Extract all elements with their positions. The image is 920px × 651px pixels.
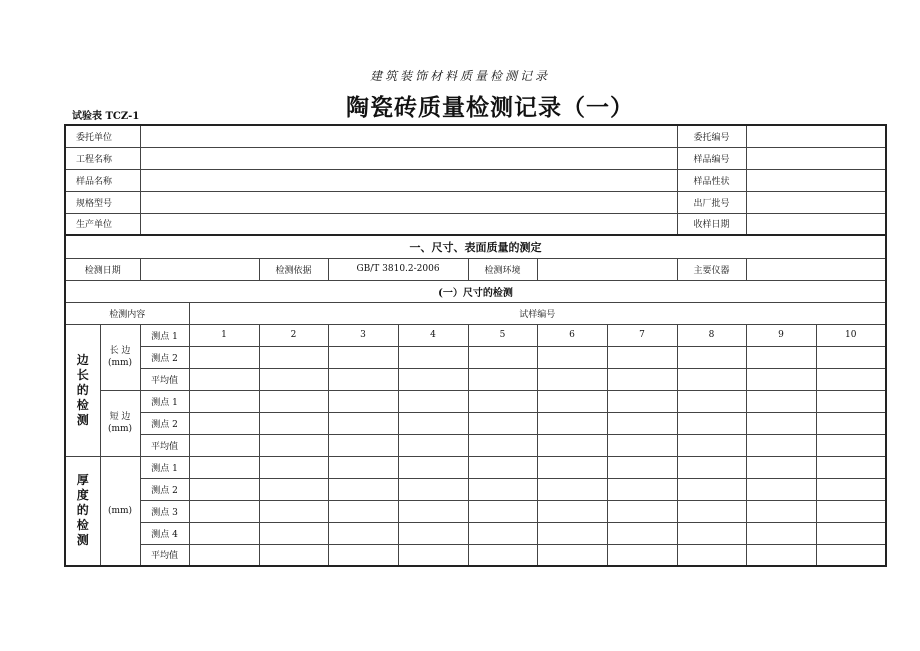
data-cell[interactable]	[259, 456, 328, 478]
data-cell[interactable]	[607, 544, 677, 566]
data-cell[interactable]	[816, 346, 886, 368]
data-cell[interactable]	[746, 456, 816, 478]
data-cell[interactable]	[607, 500, 677, 522]
edge-group-label: 边长的检测	[65, 324, 100, 456]
label-client-unit: 委托单位	[65, 125, 140, 147]
data-cell[interactable]	[259, 412, 328, 434]
data-cell[interactable]	[398, 522, 468, 544]
data-cell[interactable]	[816, 522, 886, 544]
field-manufacturer[interactable]	[140, 213, 677, 235]
data-cell[interactable]	[189, 522, 259, 544]
data-cell[interactable]	[816, 478, 886, 500]
subsection-title-row	[65, 280, 886, 302]
row-label: 测点 2	[140, 478, 189, 500]
data-cell[interactable]	[746, 544, 816, 566]
specimen-no: 7	[607, 324, 677, 346]
label-client-no: 委托编号	[677, 125, 746, 147]
data-cell[interactable]	[328, 434, 398, 456]
data-cell[interactable]	[537, 368, 607, 390]
label-environment: 检测环境	[468, 258, 537, 280]
data-cell[interactable]	[746, 522, 816, 544]
long-edge-unit: (mm)	[107, 358, 133, 368]
data-cell[interactable]	[259, 434, 328, 456]
data-cell[interactable]	[189, 412, 259, 434]
table-row	[65, 544, 886, 566]
specimen-no: 8	[677, 324, 746, 346]
data-cell[interactable]	[537, 346, 607, 368]
data-cell[interactable]	[189, 478, 259, 500]
info-row-sample	[65, 169, 886, 191]
row-label: 测点 3	[140, 500, 189, 522]
table-row	[65, 434, 886, 456]
data-cell[interactable]	[607, 368, 677, 390]
data-cell[interactable]	[677, 478, 746, 500]
specimen-no: 3	[328, 324, 398, 346]
data-cell[interactable]	[259, 346, 328, 368]
field-sample-property[interactable]	[746, 169, 886, 191]
data-cell[interactable]	[259, 390, 328, 412]
data-cell[interactable]	[398, 456, 468, 478]
data-cell[interactable]	[189, 346, 259, 368]
field-instrument[interactable]	[746, 258, 886, 280]
data-cell[interactable]	[537, 390, 607, 412]
row-label: 测点 1	[140, 390, 189, 412]
data-cell[interactable]	[328, 456, 398, 478]
data-cell[interactable]	[468, 456, 537, 478]
label-test-content: 检测内容	[65, 302, 189, 324]
data-cell[interactable]	[189, 390, 259, 412]
info-row-manufacturer	[65, 213, 886, 235]
thickness-group-label: 厚度的检测	[65, 456, 100, 566]
table-row	[65, 456, 886, 478]
section-title-row	[65, 235, 886, 258]
specimen-no: 6	[537, 324, 607, 346]
data-cell[interactable]	[816, 544, 886, 566]
data-cell[interactable]	[328, 500, 398, 522]
data-cell[interactable]	[816, 412, 886, 434]
data-cell[interactable]	[746, 346, 816, 368]
data-cell[interactable]	[537, 500, 607, 522]
data-cell[interactable]	[746, 500, 816, 522]
label-specimen-no: 试样编号	[189, 302, 886, 324]
field-receive-date[interactable]	[746, 213, 886, 235]
specimen-no: 10	[816, 324, 886, 346]
row-label: 平均值	[140, 544, 189, 566]
data-cell[interactable]	[607, 390, 677, 412]
data-cell[interactable]	[468, 390, 537, 412]
data-cell[interactable]	[398, 390, 468, 412]
data-cell[interactable]	[816, 500, 886, 522]
data-cell[interactable]	[259, 522, 328, 544]
data-cell[interactable]	[746, 434, 816, 456]
table-row	[65, 522, 886, 544]
data-cell[interactable]	[328, 522, 398, 544]
data-cell[interactable]	[468, 500, 537, 522]
data-cell[interactable]	[607, 522, 677, 544]
data-cell[interactable]	[328, 390, 398, 412]
data-cell[interactable]	[537, 456, 607, 478]
long-edge-label	[100, 324, 140, 390]
data-cell[interactable]	[607, 346, 677, 368]
data-cell[interactable]	[537, 412, 607, 434]
data-cell[interactable]	[328, 368, 398, 390]
data-cell[interactable]	[537, 544, 607, 566]
data-cell[interactable]	[677, 390, 746, 412]
field-spec-model[interactable]	[140, 191, 677, 213]
field-project-name[interactable]	[140, 147, 677, 169]
info-row-client	[65, 125, 886, 147]
data-cell[interactable]	[189, 544, 259, 566]
test-conditions-row	[65, 258, 886, 280]
data-cell[interactable]	[259, 500, 328, 522]
data-cell[interactable]	[189, 456, 259, 478]
table-row	[65, 324, 886, 346]
field-client-no[interactable]	[746, 125, 886, 147]
data-cell[interactable]	[468, 478, 537, 500]
subsection-title: (一）尺寸的检测	[65, 280, 886, 302]
data-cell[interactable]	[746, 412, 816, 434]
table-row	[65, 390, 886, 412]
data-cell[interactable]	[468, 434, 537, 456]
data-cell[interactable]	[677, 412, 746, 434]
record-table	[64, 124, 887, 567]
data-cell[interactable]	[677, 434, 746, 456]
specimen-no: 5	[468, 324, 537, 346]
field-sample-no[interactable]	[746, 147, 886, 169]
data-cell[interactable]	[398, 500, 468, 522]
data-cell[interactable]	[537, 478, 607, 500]
section-title: 一、尺寸、表面质量的测定	[65, 235, 886, 258]
data-cell[interactable]	[259, 478, 328, 500]
label-instrument: 主要仪器	[677, 258, 746, 280]
page-title: 陶瓷砖质量检测记录（一）	[346, 94, 634, 121]
data-cell[interactable]	[607, 478, 677, 500]
thickness-unit: (mm)	[100, 456, 140, 566]
field-test-date[interactable]	[140, 258, 259, 280]
specimen-no: 9	[746, 324, 816, 346]
data-cell[interactable]	[468, 522, 537, 544]
label-receive-date: 收样日期	[677, 213, 746, 235]
data-cell[interactable]	[189, 500, 259, 522]
data-cell[interactable]	[816, 368, 886, 390]
data-cell[interactable]	[259, 544, 328, 566]
data-cell[interactable]	[468, 368, 537, 390]
data-cell[interactable]	[468, 412, 537, 434]
row-label: 平均值	[140, 434, 189, 456]
short-edge-name: 短 边	[109, 412, 131, 422]
label-manufacturer: 生产单位	[65, 213, 140, 235]
data-cell[interactable]	[677, 368, 746, 390]
label-project-name: 工程名称	[65, 147, 140, 169]
data-cell[interactable]	[746, 478, 816, 500]
data-cell[interactable]	[677, 346, 746, 368]
data-cell[interactable]	[607, 412, 677, 434]
label-spec-model: 规格型号	[65, 191, 140, 213]
short-edge-label	[100, 390, 140, 456]
data-cell[interactable]	[816, 390, 886, 412]
data-cell[interactable]	[816, 456, 886, 478]
row-label: 测点 1	[140, 456, 189, 478]
row-label: 测点 1	[140, 324, 189, 346]
label-sample-name: 样品名称	[65, 169, 140, 191]
data-cell[interactable]	[677, 456, 746, 478]
data-cell[interactable]	[816, 434, 886, 456]
data-cell[interactable]	[746, 390, 816, 412]
data-cell[interactable]	[328, 346, 398, 368]
data-cell[interactable]	[677, 500, 746, 522]
data-cell[interactable]	[189, 368, 259, 390]
row-label: 测点 2	[140, 412, 189, 434]
short-edge-unit: (mm)	[107, 424, 133, 434]
data-cell[interactable]	[746, 368, 816, 390]
label-batch-no: 出厂批号	[677, 191, 746, 213]
table-row	[65, 500, 886, 522]
data-cell[interactable]	[398, 544, 468, 566]
row-label: 测点 2	[140, 346, 189, 368]
field-batch-no[interactable]	[746, 191, 886, 213]
data-cell[interactable]	[398, 478, 468, 500]
field-client-unit[interactable]	[140, 125, 677, 147]
column-header-row	[65, 302, 886, 324]
label-sample-no: 样品编号	[677, 147, 746, 169]
field-sample-name[interactable]	[140, 169, 677, 191]
data-cell[interactable]	[468, 346, 537, 368]
label-test-date: 检测日期	[65, 258, 140, 280]
table-row	[65, 346, 886, 368]
data-cell[interactable]	[398, 368, 468, 390]
row-label: 平均值	[140, 368, 189, 390]
row-label: 测点 4	[140, 522, 189, 544]
info-row-spec	[65, 191, 886, 213]
data-cell[interactable]	[607, 434, 677, 456]
data-cell[interactable]	[328, 412, 398, 434]
field-environment[interactable]	[537, 258, 677, 280]
table-row	[65, 478, 886, 500]
data-cell[interactable]	[607, 456, 677, 478]
data-cell[interactable]	[259, 368, 328, 390]
table-row	[65, 412, 886, 434]
data-cell[interactable]	[537, 522, 607, 544]
data-cell[interactable]	[328, 544, 398, 566]
long-edge-name: 长 边	[109, 346, 131, 356]
data-cell[interactable]	[677, 522, 746, 544]
data-cell[interactable]	[398, 346, 468, 368]
label-sample-property: 样品性状	[677, 169, 746, 191]
data-cell[interactable]	[677, 544, 746, 566]
data-cell[interactable]	[189, 434, 259, 456]
data-cell[interactable]	[398, 434, 468, 456]
data-cell[interactable]	[468, 544, 537, 566]
specimen-no: 1	[189, 324, 259, 346]
data-cell[interactable]	[328, 478, 398, 500]
basis-value: GB/T 3810.2-2006	[328, 258, 468, 280]
data-cell[interactable]	[398, 412, 468, 434]
data-cell[interactable]	[537, 434, 607, 456]
form-code: 试验表 TCZ-1	[72, 111, 140, 122]
document-subtitle: 建筑装饰材料质量检测记录	[369, 69, 550, 83]
info-row-project	[65, 147, 886, 169]
table-row	[65, 368, 886, 390]
specimen-no: 4	[398, 324, 468, 346]
label-basis: 检测依据	[259, 258, 328, 280]
specimen-no: 2	[259, 324, 328, 346]
